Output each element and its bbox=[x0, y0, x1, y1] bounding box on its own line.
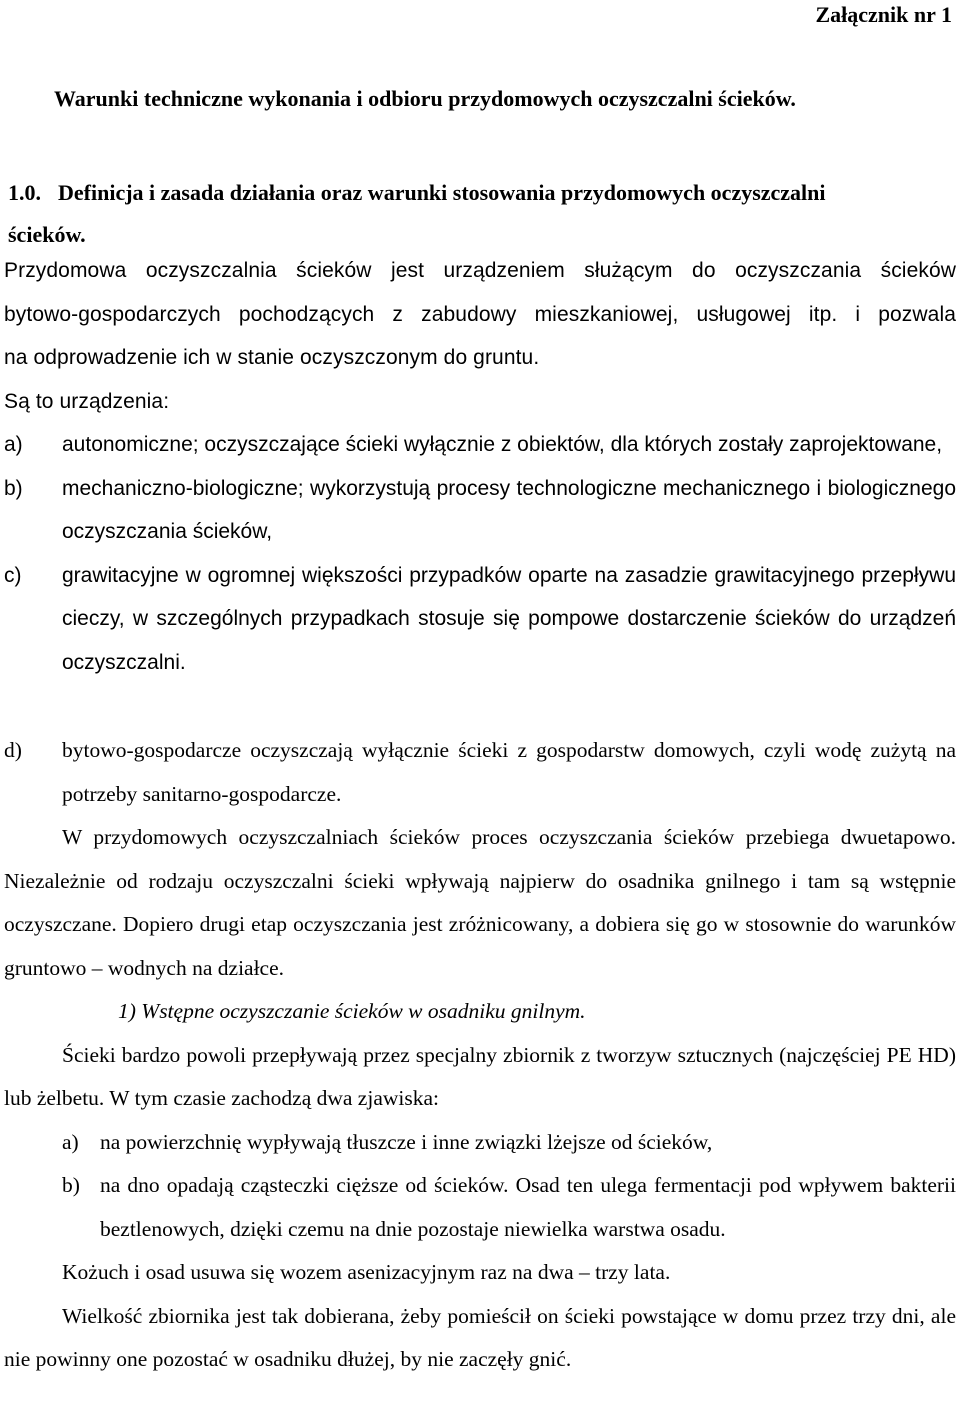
types-intro: Są to urządzenia: bbox=[4, 389, 170, 413]
list-item bbox=[4, 554, 956, 685]
intro-block bbox=[4, 249, 956, 684]
section-title-line2: ścieków. bbox=[8, 222, 86, 247]
intro-line-2: bytowo-gospodarczych pochodzących z zabudowy mieszkaniowej, usługowej itp. i pozwala bbox=[4, 302, 956, 326]
step-heading: 1) Wstępne oczyszczanie ścieków w osadniku gnilnym. bbox=[118, 999, 586, 1023]
removal-paragraph: Kożuch i osad usuwa się wozem asenizacyjnym raz na dwa – trzy lata. bbox=[62, 1260, 671, 1284]
list-item bbox=[4, 423, 956, 467]
process-paragraph: W przydomowych oczyszczalniach ścieków proces oczyszczania ścieków przebiega dwuetapowo. Niezależnie od rodzaju oczyszczalni ścieki wpływają najpierw do osadnika gnilnego i tam są wstępnie oczyszczane. Dopiero drugi etap oczyszczania jest zróżnicowany, a dobiera się go w stosownie do warunków gruntowo – wodnych na działce. bbox=[4, 825, 956, 980]
process-block bbox=[4, 729, 956, 1382]
list-marker: c) bbox=[4, 563, 22, 587]
list-text: na powierzchnię wypływają tłuszcze i inne związki lżejsze od ścieków, bbox=[100, 1129, 713, 1154]
list-marker: a) bbox=[4, 433, 23, 456]
intro-line-1: Przydomowa oczyszczalnia ścieków jest urządzeniem służącym do oczyszczania ścieków bbox=[4, 259, 956, 282]
list-text: na dno opadają cząsteczki cięższe od ścieków. Osad ten ulega fermentacji pod wpływem bakterii beztlenowych, dzięki czemu na dnie pozostaje niewielka warstwa osadu. bbox=[100, 1173, 956, 1241]
section-title-line1: Definicja i zasada działania oraz warunki stosowania przydomowych oczyszczalni bbox=[58, 180, 826, 205]
intro-line-3: na odprowadzenie ich w stanie oczyszczonym do gruntu. bbox=[4, 346, 540, 369]
list-item bbox=[4, 467, 956, 554]
tank-size-paragraph: Wielkość zbiornika jest tak dobierana, żeby pomieścił on ścieki powstające w domu przez trzy dni, ale nie powinny one pozostać w osadniku dłużej, by nie zaczęły gnić. bbox=[4, 1303, 956, 1371]
list-marker: b) bbox=[4, 476, 23, 500]
list-item bbox=[4, 1121, 956, 1165]
section-heading bbox=[8, 172, 953, 256]
list-marker: d) bbox=[4, 738, 22, 762]
annex-label: Załącznik nr 1 bbox=[815, 2, 952, 27]
list-text: mechaniczno-biologiczne; wykorzystują procesy technologiczne mechanicznego i biologicznego oczyszczania ścieków, bbox=[62, 476, 956, 543]
list-text: autonomiczne; oczyszczające ścieki wyłącznie z obiektów, dla których zostały zaprojektowane, bbox=[62, 433, 943, 456]
list-marker: a) bbox=[62, 1129, 79, 1154]
step-paragraph: Ścieki bardzo powoli przepływają przez specjalny zbiornik z tworzyw sztucznych (najczęściej PE HD) lub żelbetu. W tym czasie zachodzą dwa zjawiska: bbox=[4, 1042, 956, 1110]
list-text: grawitacyjne w ogromnej większości przypadków oparte na zasadzie grawitacyjnego przepływu cieczy, w szczególnych przypadkach stosuje się pompowe dostarczenie ścieków do urządzeń oczyszczalni. bbox=[62, 563, 956, 674]
list-text: bytowo-gospodarcze oczyszczają wyłącznie ścieki z gospodarstw domowych, czyli wodę zużytą na potrzeby sanitarno-gospodarcze. bbox=[62, 738, 956, 806]
list-item bbox=[4, 1164, 956, 1251]
list-item bbox=[4, 729, 956, 816]
document-title: Warunki techniczne wykonania i odbioru przydomowych oczyszczalni ścieków. bbox=[54, 86, 796, 111]
list-marker: b) bbox=[62, 1173, 80, 1197]
section-number: 1.0. bbox=[8, 180, 41, 205]
